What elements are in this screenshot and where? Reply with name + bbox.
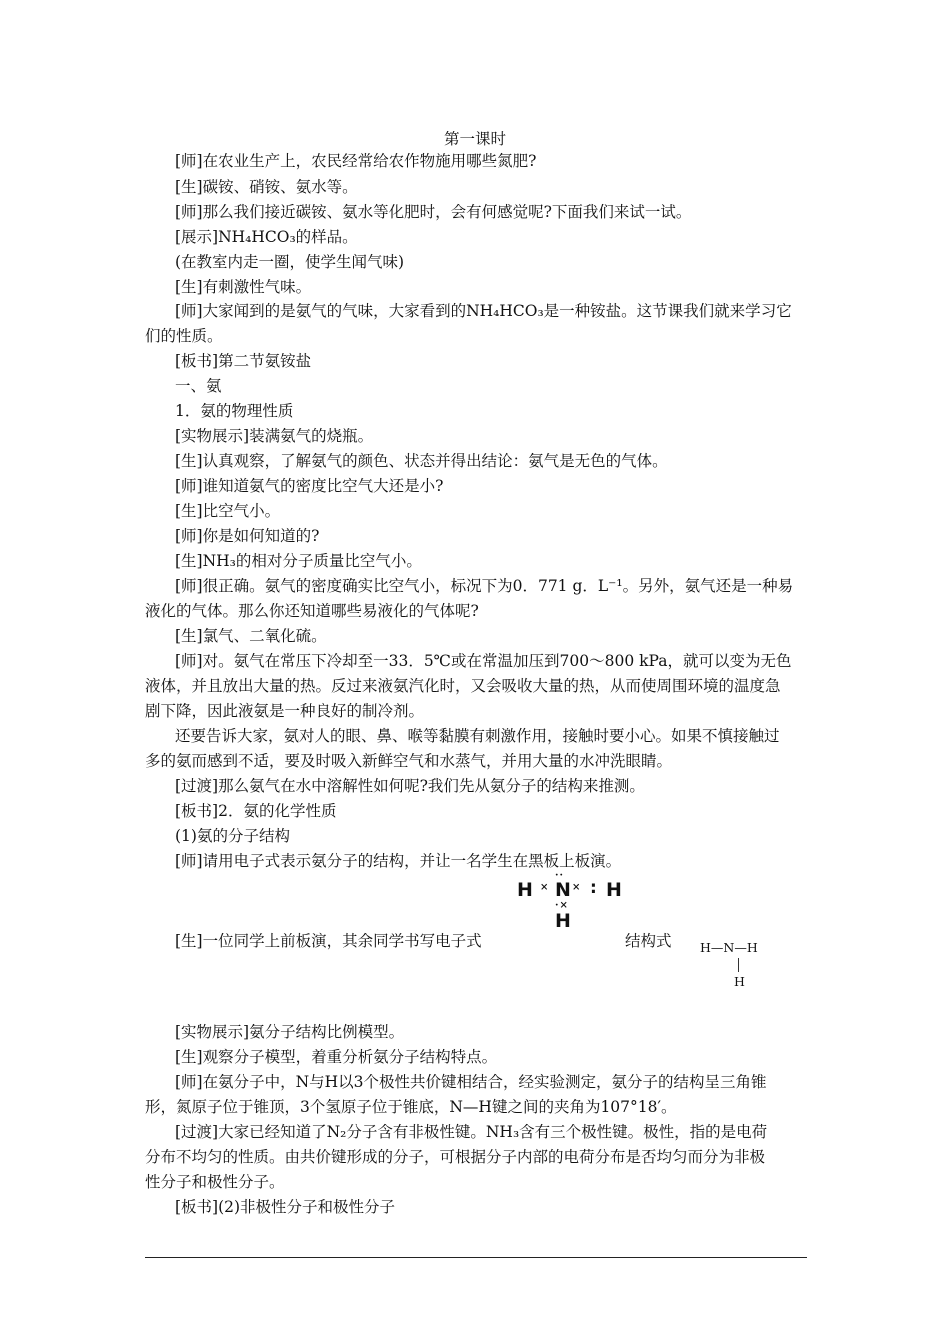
atom-h-bottom: H: [555, 910, 571, 932]
structural-formula-bottom: H: [734, 974, 745, 989]
text-line: [生]观察分子模型，着重分析氨分子结构特点。: [175, 1048, 498, 1066]
text-line: [师]很正确。氨气的密度确实比空气小，标况下为0．771 g．L⁻¹。另外，氨气还是一种易: [175, 577, 794, 595]
text-line: [生]有刺激性气味。: [175, 278, 312, 296]
text-line: 1．氨的物理性质: [175, 402, 294, 420]
vertical-bond: [738, 958, 739, 972]
text-line: [生]氯气、二氧化硫。: [175, 627, 327, 645]
text-line: [师]在氨分子中，N与H以3个极性共价键相结合，经实验测定，氨分子的结构呈三角锥: [175, 1073, 767, 1091]
electron-cross-right: ×: [572, 882, 582, 893]
text-line: 剧下降，因此液氨是一种良好的制冷剂。: [145, 702, 425, 720]
text-line: 结构式: [625, 932, 672, 950]
text-line: [实物展示]氨分子结构比例模型。: [175, 1023, 405, 1041]
text-line: 形，氮原子位于锥顶，3个氢原子位于锥底，N—H键之间的夹角为107°18′。: [145, 1098, 677, 1116]
text-line: 一、氨: [175, 377, 222, 395]
text-line: 多的氨而感到不适，要及时吸入新鲜空气和水蒸气，并用大量的水冲洗眼睛。: [145, 752, 673, 770]
text-line: [展示]NH₄HCO₃的样品。: [175, 228, 358, 246]
text-line: 还要告诉大家，氨对人的眼、鼻、喉等黏膜有刺激作用，接触时要小心。如果不慎接触过: [175, 727, 780, 745]
atom-h-right: H: [606, 879, 622, 901]
text-line: (在教室内走一圈，使学生闻气味): [175, 253, 405, 271]
text-line: [生]NH₃的相对分子质量比空气小。: [175, 552, 422, 570]
text-line: [板书]2．氨的化学性质: [175, 802, 337, 820]
text-line: 分布不均匀的性质。由共价键形成的分子，可根据分子内部的电荷分布是否均匀而分为非极: [145, 1148, 766, 1166]
text-line: [实物展示]装满氨气的烧瓶。: [175, 427, 374, 445]
text-line: [师]对。氨气在常压下冷却至一33．5℃或在常温加压到700～800 kPa，就可以变为无色: [175, 652, 792, 670]
text-line: [师]在农业生产上，农民经常给农作物施用哪些氮肥?: [175, 152, 537, 170]
text-line: [生]一位同学上前板演，其余同学书写电子式: [175, 932, 482, 950]
lone-pair-dots: ··: [555, 870, 564, 881]
footer-divider: [145, 1257, 807, 1258]
text-line: (1)氨的分子结构: [175, 827, 290, 845]
electron-cross-left: ×: [540, 882, 550, 893]
bond-dots-bottom: ·×: [555, 900, 569, 911]
text-line: [过渡]那么氨气在水中溶解性如何呢?我们先从氨分子的结构来推测。: [175, 777, 645, 795]
text-line: [师]请用电子式表示氨分子的结构，并让一名学生在黑板上板演。: [175, 852, 622, 870]
atom-h-left: H: [517, 879, 533, 901]
text-line: [生]碳铵、硝铵、氨水等。: [175, 178, 358, 196]
text-line: [师]大家闻到的是氨气的气味，大家看到的NH₄HCO₃是一种铵盐。这节课我们就来学习它: [175, 302, 792, 320]
text-line: [生]比空气小。: [175, 502, 281, 520]
text-line: 性分子和极性分子。: [145, 1173, 285, 1191]
text-line: [师]谁知道氨气的密度比空气大还是小?: [175, 477, 444, 495]
text-line: [生]认真观察，了解氨气的颜色、状态并得出结论：氨气是无色的气体。: [175, 452, 668, 470]
text-line: [板书](2)非极性分子和极性分子: [175, 1198, 396, 1216]
page-title: 第一课时: [443, 130, 506, 148]
atom-n: N: [555, 879, 571, 901]
text-line: 液化的气体。那么你还知道哪些易液化的气体呢?: [145, 602, 479, 620]
structural-formula-top: H—N—H: [700, 940, 758, 955]
text-line: [师]那么我们接近碳铵、氨水等化肥时，会有何感觉呢?下面我们来试一试。: [175, 203, 692, 221]
text-line: 液体，并且放出大量的热。反过来液氨汽化时，又会吸收大量的热，从而使周围环境的温度急: [145, 677, 781, 695]
text-line: [过渡]大家已经知道了N₂分子含有非极性键。NH₃含有三个极性键。极性，指的是电荷: [175, 1123, 768, 1141]
electron-pair-colon: :: [590, 878, 597, 898]
text-line: 们的性质。: [145, 327, 223, 345]
text-line: [板书]第二节氨铵盐: [175, 352, 312, 370]
text-line: [师]你是如何知道的?: [175, 527, 320, 545]
